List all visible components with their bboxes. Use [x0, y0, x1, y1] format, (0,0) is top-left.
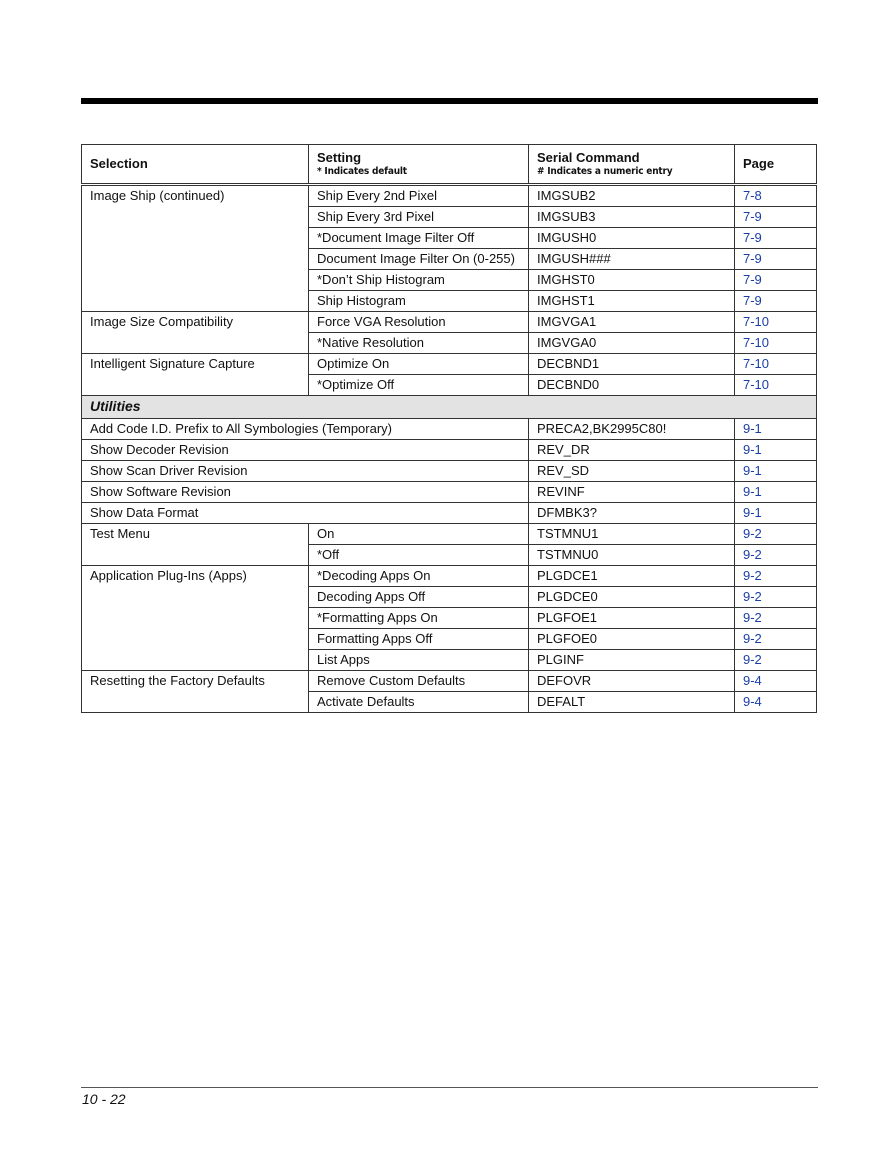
footer-rule — [81, 1087, 818, 1088]
selection-cell: Test Menu — [82, 524, 309, 566]
command-cell: PLGFOE0 — [529, 629, 735, 650]
selection-cell: Show Decoder Revision — [82, 440, 529, 461]
setting-cell: *Off — [309, 545, 529, 566]
page-link[interactable]: 7-10 — [735, 333, 817, 354]
command-cell: PLGFOE1 — [529, 608, 735, 629]
command-cell: PRECA2,BK2995C80! — [529, 419, 735, 440]
page-link[interactable]: 9-1 — [735, 440, 817, 461]
command-cell: IMGSUB2 — [529, 185, 735, 207]
setting-cell: Decoding Apps Off — [309, 587, 529, 608]
command-cell: DECBND1 — [529, 354, 735, 375]
table-row — [82, 185, 817, 207]
table-header-row — [82, 145, 817, 185]
setting-header: Setting * Indicates default — [309, 145, 529, 185]
command-cell: IMGUSH0 — [529, 228, 735, 249]
command-cell: REV_SD — [529, 461, 735, 482]
page-link[interactable]: 9-2 — [735, 608, 817, 629]
setting-cell: Document Image Filter On (0-255) — [309, 249, 529, 270]
selection-cell: Resetting the Factory Defaults — [82, 671, 309, 713]
setting-default-note: * Indicates default — [317, 165, 407, 177]
command-cell: PLGDCE1 — [529, 566, 735, 587]
selection-cell: Application Plug-Ins (Apps) — [82, 566, 309, 671]
table-row — [82, 566, 817, 587]
selection-cell: Image Size Compatibility — [82, 312, 309, 354]
page-link[interactable]: 9-2 — [735, 545, 817, 566]
setting-cell: Formatting Apps Off — [309, 629, 529, 650]
page-header: Page — [735, 145, 817, 185]
page-link[interactable]: 9-2 — [735, 524, 817, 545]
setting-cell: Remove Custom Defaults — [309, 671, 529, 692]
command-cell: TSTMNU1 — [529, 524, 735, 545]
setting-cell: Ship Every 2nd Pixel — [309, 185, 529, 207]
command-cell: IMGVGA0 — [529, 333, 735, 354]
page-link[interactable]: 7-8 — [735, 185, 817, 207]
setting-cell: *Don’t Ship Histogram — [309, 270, 529, 291]
command-cell: DEFOVR — [529, 671, 735, 692]
setting-cell: Ship Every 3rd Pixel — [309, 207, 529, 228]
page-link[interactable]: 7-9 — [735, 270, 817, 291]
table-row — [82, 461, 817, 482]
command-cell: DECBND0 — [529, 375, 735, 396]
command-cell: TSTMNU0 — [529, 545, 735, 566]
section-header-row — [82, 396, 817, 419]
page-link[interactable]: 9-1 — [735, 503, 817, 524]
top-rule — [81, 98, 818, 104]
page-link[interactable]: 7-9 — [735, 249, 817, 270]
command-cell: REV_DR — [529, 440, 735, 461]
command-cell: DEFALT — [529, 692, 735, 713]
selection-header: Selection — [82, 145, 309, 185]
page-link[interactable]: 7-9 — [735, 291, 817, 312]
page-link[interactable]: 9-4 — [735, 671, 817, 692]
selection-cell: Add Code I.D. Prefix to All Symbologies (Temporary) — [82, 419, 529, 440]
serial-command-table — [81, 144, 817, 713]
setting-cell: *Optimize Off — [309, 375, 529, 396]
page-number: 10 - 22 — [82, 1091, 126, 1107]
command-cell: IMGHST1 — [529, 291, 735, 312]
serial-command-header: Serial Command # Indicates a numeric entry — [529, 145, 735, 185]
page-link[interactable]: 7-10 — [735, 354, 817, 375]
table-row — [82, 312, 817, 333]
selection-cell: Show Data Format — [82, 503, 529, 524]
page-link[interactable]: 7-10 — [735, 312, 817, 333]
page-link[interactable]: 9-2 — [735, 650, 817, 671]
selection-cell: Image Ship (continued) — [82, 185, 309, 312]
command-cell: IMGSUB3 — [529, 207, 735, 228]
page-link[interactable]: 7-9 — [735, 228, 817, 249]
page-link[interactable]: 7-10 — [735, 375, 817, 396]
selection-cell: Show Scan Driver Revision — [82, 461, 529, 482]
setting-cell: On — [309, 524, 529, 545]
table-row — [82, 671, 817, 692]
page-link[interactable]: 9-1 — [735, 419, 817, 440]
table-row — [82, 524, 817, 545]
table-row — [82, 354, 817, 375]
page-link[interactable]: 9-2 — [735, 566, 817, 587]
page-link[interactable]: 9-1 — [735, 482, 817, 503]
page-link[interactable]: 9-2 — [735, 629, 817, 650]
setting-cell: *Formatting Apps On — [309, 608, 529, 629]
command-cell: PLGINF — [529, 650, 735, 671]
utilities-section-title: Utilities — [82, 396, 817, 419]
setting-cell: Ship Histogram — [309, 291, 529, 312]
command-cell: IMGUSH### — [529, 249, 735, 270]
table-row — [82, 419, 817, 440]
selection-cell: Intelligent Signature Capture — [82, 354, 309, 396]
table-row — [82, 440, 817, 461]
page-link[interactable]: 9-1 — [735, 461, 817, 482]
command-cell: IMGVGA1 — [529, 312, 735, 333]
setting-cell: Optimize On — [309, 354, 529, 375]
page-link[interactable]: 9-2 — [735, 587, 817, 608]
setting-cell: List Apps — [309, 650, 529, 671]
command-cell: REVINF — [529, 482, 735, 503]
table-row — [82, 503, 817, 524]
table-row — [82, 482, 817, 503]
setting-cell: *Document Image Filter Off — [309, 228, 529, 249]
page-link[interactable]: 9-4 — [735, 692, 817, 713]
command-cell: DFMBK3? — [529, 503, 735, 524]
setting-cell: *Native Resolution — [309, 333, 529, 354]
command-cell: IMGHST0 — [529, 270, 735, 291]
command-cell: PLGDCE0 — [529, 587, 735, 608]
setting-cell: Activate Defaults — [309, 692, 529, 713]
setting-cell: *Decoding Apps On — [309, 566, 529, 587]
numeric-entry-note: # Indicates a numeric entry — [537, 165, 673, 177]
setting-cell: Force VGA Resolution — [309, 312, 529, 333]
page-link[interactable]: 7-9 — [735, 207, 817, 228]
selection-cell: Show Software Revision — [82, 482, 529, 503]
